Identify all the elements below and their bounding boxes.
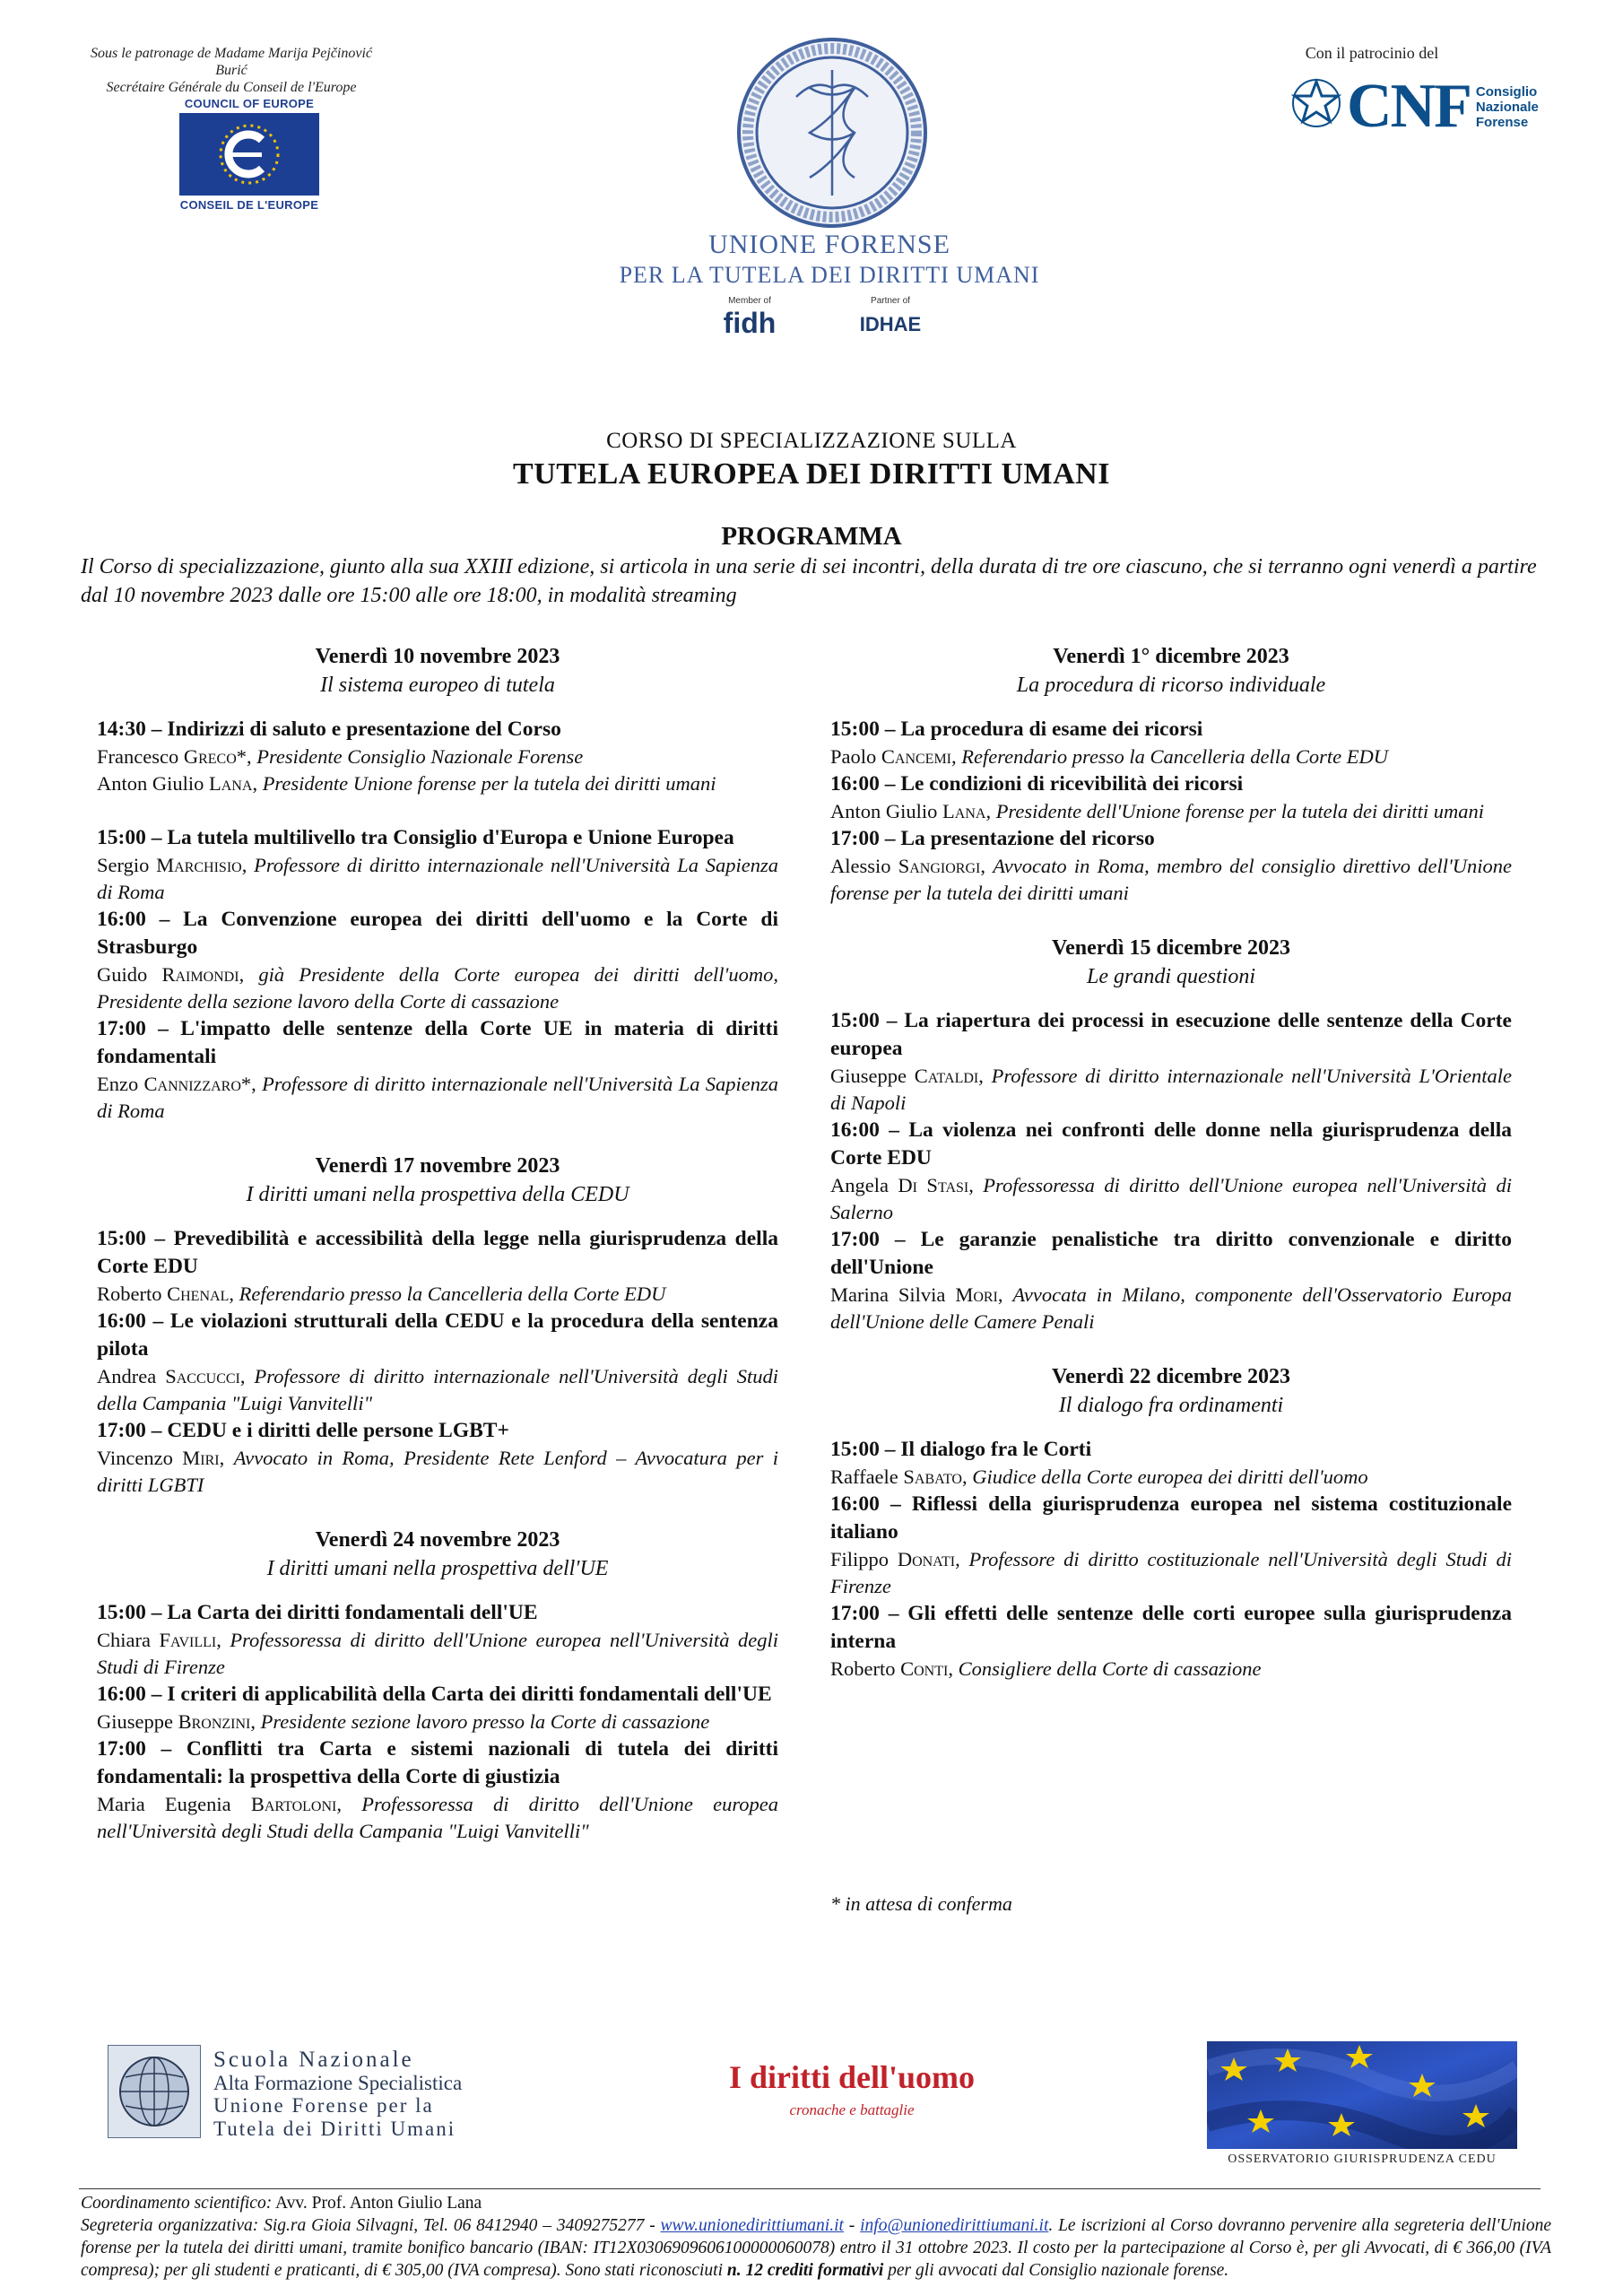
day-block	[97, 1526, 778, 1845]
speaker-surname: Di Stasi	[898, 1174, 969, 1196]
fidh-member-label: Member of	[728, 296, 771, 306]
secretariat-separator: -	[843, 2216, 861, 2235]
speaker-separator: ,	[997, 1283, 1013, 1306]
day-header	[97, 1152, 778, 1209]
speaker-separator: ,	[951, 745, 962, 768]
unione-forense-title: UNIONE FORENSE	[708, 230, 950, 259]
day-topic: I diritti umani nella prospettiva della CEDU	[246, 1183, 629, 1206]
secretariat-paragraph	[81, 2214, 1551, 2282]
talk-speaker	[97, 1071, 778, 1125]
speaker-surname: Saccucci	[165, 1365, 240, 1387]
speaker-separator: ,	[241, 854, 255, 876]
speaker-first-name: Raffaele	[830, 1465, 904, 1488]
talk-title: 16:00 – I criteri di applicabilità della Carta dei diritti fondamentali dell'UE	[97, 1683, 772, 1706]
unione-forense-seal-icon	[733, 34, 931, 231]
talk-item	[830, 1600, 1512, 1683]
speaker-separator: ,	[216, 1629, 230, 1651]
speaker-first-name: Anton Giulio	[97, 772, 210, 795]
talk-title: 17:00 – Conflitti tra Carta e sistemi nazionali di tutela dei diritti fondamentali: la prospettiva della Corte di giustizia	[97, 1737, 778, 1788]
speaker-separator: ,	[229, 1283, 239, 1305]
osservatorio-text: OSSERVATORIO GIURISPRUDENZA CEDU	[1228, 2152, 1497, 2166]
idhae-logo	[841, 296, 940, 336]
patronage-line-1: Sous le patronage de Madame Marija Pejčinović Burić	[91, 46, 372, 78]
speaker-role: Presidente Unione forense per la tutela dei diritti umani	[262, 772, 716, 795]
talk-title: 15:00 – La procedura di esame dei ricorsi	[830, 718, 1203, 741]
day-date: Venerdì 22 dicembre 2023	[1052, 1365, 1290, 1388]
talk-speaker	[830, 1063, 1512, 1117]
speaker-role: Avvocata in Milano, componente dell'Osservatorio Europa dell'Unione delle Camere Penali	[830, 1283, 1513, 1333]
talk-speaker	[830, 1282, 1512, 1335]
scuola-text	[213, 2048, 462, 2140]
speaker-first-name: Vincenzo	[97, 1447, 183, 1469]
speaker-separator: ,	[955, 1548, 969, 1570]
day-header	[830, 934, 1512, 991]
speaker-role: Presidente Consiglio Nazionale Forense	[256, 745, 584, 768]
speaker-role: Professore di diritto internazionale nell'Università L'Orientale di Napoli	[830, 1065, 1513, 1114]
program-column-left	[97, 642, 778, 1872]
scuola-nazionale-logo	[108, 2045, 484, 2144]
talk-speaker	[97, 961, 778, 1015]
talk-speaker	[97, 852, 778, 906]
speaker-separator: ,	[219, 1447, 234, 1469]
eu-flag-icon	[1207, 2041, 1517, 2149]
talk-title: 16:00 – Le violazioni strutturali della CEDU e la procedura della sentenza pilota	[97, 1309, 778, 1361]
talk-title: 16:00 – Le condizioni di ricevibilità dei ricorsi	[830, 772, 1244, 796]
programma-heading: PROGRAMMA	[721, 522, 902, 551]
talk-speaker	[97, 1363, 778, 1417]
speaker-surname: Sabato	[903, 1465, 962, 1488]
talk-speaker	[830, 1464, 1512, 1491]
speaker-first-name: Angela	[830, 1174, 898, 1196]
coe-emblem-icon	[179, 113, 319, 196]
talk-speaker	[97, 1445, 778, 1499]
speaker-role: già Presidente della Corte europea dei diritti dell'uomo, Presidente della sezione lavoro della Corte di cassazione	[97, 963, 778, 1013]
diritti-title: I diritti dell'uomo	[728, 2059, 975, 2095]
speaker-first-name: Maria Eugenia	[97, 1793, 251, 1815]
speaker-role: Presidente dell'Unione forense per la tutela dei diritti umani	[995, 800, 1484, 822]
speaker-separator: ,	[239, 1365, 255, 1387]
day-topic: I diritti umani nella prospettiva dell'UE	[266, 1557, 609, 1580]
speaker-suffix: *	[236, 745, 247, 768]
day-header	[97, 1526, 778, 1583]
speaker-first-name: Francesco	[97, 745, 184, 768]
scuola-line: Alta Formazione Specialistica	[213, 2071, 463, 2094]
talk-item	[97, 1308, 778, 1417]
course-main-title: TUTELA EUROPEA DEI DIRITTI UMANI	[513, 457, 1110, 491]
email-link[interactable]: info@unionedirittiumani.it	[860, 2216, 1049, 2235]
speaker-surname: Cancemi	[881, 745, 952, 768]
secretariat-text-1: Sig.ra Gioia Silvagni, Tel. 06 8412940 – 3409275277 -	[258, 2216, 661, 2235]
secretariat-text-3: per gli avvocati dal Consiglio nazionale forense.	[883, 2261, 1229, 2280]
talk-item	[830, 1007, 1512, 1117]
talk-title: 17:00 – Le garanzie penalistiche tra diritto convenzionale e diritto dell'Unione	[830, 1228, 1512, 1279]
fidh-logo	[714, 296, 785, 340]
cnf-patronage	[1291, 43, 1560, 141]
talk-title: 15:00 – La Carta dei diritti fondamentali dell'UE	[97, 1601, 538, 1624]
speaker-separator: ,	[336, 1793, 362, 1815]
speaker-separator: ,	[239, 963, 259, 986]
speaker-surname: Raimondi	[161, 963, 239, 986]
speaker-separator: ,	[978, 1065, 992, 1087]
speaker-surname: Marchisio	[156, 854, 242, 876]
talk-item	[830, 825, 1512, 907]
council-of-europe-logo	[178, 97, 321, 212]
day-header	[830, 1362, 1512, 1420]
cnf-sub-line: Forense	[1475, 114, 1529, 130]
speaker-role: Consigliere della Corte di cassazione	[958, 1657, 1262, 1680]
diritti-subtitle: cronache e battaglie	[789, 2101, 915, 2118]
speaker-surname: Bronzini	[178, 1710, 251, 1733]
talk-spacer	[97, 797, 778, 824]
speaker-role: Professore di diritto internazionale nell'Università La Sapienza di Roma	[97, 1073, 779, 1122]
talk-speaker	[830, 853, 1512, 907]
speaker-first-name: Roberto	[97, 1283, 168, 1305]
cnf-sub-line: Consiglio	[1475, 83, 1538, 100]
coordination-label: Coordinamento scientifico:	[81, 2194, 273, 2213]
speaker-suffix: *	[240, 1073, 252, 1095]
talk-title: 16:00 – La violenza nei confronti delle donne nella giurisprudenza della Corte EDU	[830, 1118, 1512, 1170]
talk-item	[97, 1681, 778, 1735]
italian-emblem-icon	[1291, 78, 1341, 136]
talk-item	[97, 824, 778, 906]
speaker-surname: Miri	[182, 1447, 220, 1469]
day-topic: Il sistema europeo di tutela	[320, 674, 555, 697]
talk-item	[830, 1226, 1512, 1335]
speaker-role: Professore di diritto costituzionale nell'Università degli Studi di Firenze	[830, 1548, 1513, 1597]
day-date: Venerdì 15 dicembre 2023	[1052, 936, 1290, 960]
secretariat-text-2: . Le iscrizioni al Corso dovranno pervenire alla segreteria dell'Unione forense per la tutela dei diritti umani, tramite bonifico bancario (IBAN: IT12X0306909606100000060078) entro il 31 ottobre 2023. Il costo per la partecipazione al Corso è, per gli Avvocati, di € 366,00 (IVA compresa); per gli studenti e praticanti, di € 305,00 (IVA compresa). Sono stati riconosciuti	[81, 2216, 1551, 2280]
idhae-text: IDHAE	[859, 313, 922, 335]
footnote: * in attesa di conferma	[830, 1892, 1012, 1915]
talk-item	[97, 716, 778, 797]
speaker-role: Professore di diritto internazionale nell'Università La Sapienza di Roma	[97, 854, 779, 903]
speaker-surname: Favilli	[159, 1629, 217, 1651]
speaker-role: Professoressa di diritto dell'Unione europea nell'Università degli Studi di Firenze	[97, 1629, 778, 1678]
speaker-separator: ,	[985, 800, 996, 822]
speaker-first-name: Sergio	[97, 854, 157, 876]
speaker-role: Giudice della Corte europea dei diritti dell'uomo	[972, 1465, 1368, 1488]
talk-title: 15:00 – Il dialogo fra le Corti	[830, 1438, 1092, 1461]
talk-title: 17:00 – Gli effetti delle sentenze delle corti europee sulla giurisprudenza interna	[830, 1602, 1512, 1653]
day-header	[830, 642, 1512, 700]
idhae-partner-label: Partner of	[871, 296, 910, 306]
speaker-separator: ,	[250, 1710, 261, 1733]
day-topic: Il dialogo fra ordinamenti	[1058, 1394, 1284, 1417]
course-intro: Il Corso di specializzazione, giunto alla sua XXIII edizione, si articola in una serie di sei incontri, della durata di tre ore ciascuno, che si terranno ogni venerdì a partire dal 10 novembre 2023 dalle ore 15:00 alle ore 18:00, in modalità streaming	[81, 555, 1537, 607]
speaker-separator: ,	[961, 1465, 973, 1488]
footer-divider	[79, 2188, 1541, 2189]
speaker-surname: Sangiorgi	[898, 855, 981, 877]
speaker-surname: Mori	[955, 1283, 998, 1306]
globe-icon	[108, 2045, 201, 2138]
footer-info	[81, 2192, 1551, 2282]
speaker-role: Referendario presso la Cancelleria della Corte EDU	[961, 745, 1389, 768]
cnf-subtitle	[1476, 84, 1539, 130]
credits-text: n. 12 crediti formativi	[726, 2261, 884, 2280]
cnf-intro-text: Con il patrocinio del	[1305, 44, 1439, 62]
day-topic: Le grandi questioni	[1086, 965, 1255, 988]
talk-title: 16:00 – La Convenzione europea dei diritti dell'uomo e la Corte di Strasburgo	[97, 908, 778, 959]
speaker-first-name: Chiara	[97, 1629, 160, 1651]
talk-title: 16:00 – Riflessi della giurisprudenza europea nel sistema costituzionale italiano	[830, 1492, 1512, 1544]
speaker-role: Avvocato in Roma, membro del consiglio direttivo dell'Unione forense per la tutela dei diritti umani	[830, 855, 1512, 904]
speaker-separator: ,	[252, 772, 263, 795]
speaker-separator: ,	[948, 1657, 959, 1680]
speaker-role: Professoressa di diritto dell'Unione europea nell'Università degli Studi della Campania "Luigi Vanvitelli"	[97, 1793, 779, 1842]
talk-item	[830, 716, 1512, 770]
website-link[interactable]: www.unionedirittiumani.it	[660, 2216, 844, 2235]
talk-speaker	[97, 1627, 778, 1681]
speaker-separator: ,	[980, 855, 994, 877]
talk-speaker	[97, 744, 778, 770]
talk-title: 17:00 – La presentazione del ricorso	[830, 827, 1155, 850]
speaker-first-name: Giuseppe	[97, 1710, 178, 1733]
day-date: Venerdì 10 novembre 2023	[315, 645, 560, 668]
talk-item	[97, 906, 778, 1015]
talk-item	[830, 770, 1512, 825]
speaker-separator: ,	[968, 1174, 984, 1196]
day-topic: La procedura di ricorso individuale	[1016, 674, 1326, 697]
speaker-separator: ,	[247, 745, 257, 768]
talk-speaker	[830, 1656, 1512, 1683]
day-block	[97, 642, 778, 1125]
cnf-sub-line: Nazionale	[1475, 99, 1539, 115]
speaker-role: Referendario presso la Cancelleria della Corte EDU	[239, 1283, 666, 1305]
day-block	[830, 1362, 1512, 1683]
coordination-line	[81, 2192, 1551, 2214]
talk-speaker	[830, 744, 1512, 770]
speaker-surname: Cannizzaro	[143, 1073, 241, 1095]
speaker-first-name: Marina Silvia	[830, 1283, 956, 1306]
talk-title: 17:00 – L'impatto delle sentenze della Corte UE in materia di diritti fondamentali	[97, 1017, 778, 1068]
day-block	[830, 642, 1512, 907]
talk-item	[97, 1735, 778, 1845]
talk-speaker	[97, 1281, 778, 1308]
talk-title: 15:00 – La riapertura dei processi in esecuzione delle sentenze della Corte europea	[830, 1009, 1512, 1060]
speaker-first-name: Andrea	[97, 1365, 166, 1387]
talk-item	[830, 1117, 1512, 1226]
coordination-text: Avv. Prof. Anton Giulio Lana	[272, 2194, 482, 2213]
cnf-logo	[1291, 72, 1560, 141]
talk-title: 15:00 – Prevedibilità e accessibilità della legge nella giurisprudenza della Corte EDU	[97, 1227, 778, 1278]
speaker-surname: Conti	[900, 1657, 949, 1680]
talk-item	[830, 1491, 1512, 1600]
speaker-surname: Donati	[897, 1548, 956, 1570]
speaker-role: Presidente sezione lavoro presso la Corte di cassazione	[260, 1710, 710, 1733]
patronage-text	[79, 45, 384, 96]
speaker-first-name: Anton Giulio	[830, 800, 943, 822]
day-header	[97, 642, 778, 700]
day-block	[97, 1152, 778, 1499]
scuola-line: Unione Forense per la	[213, 2094, 434, 2117]
speaker-role: Avvocato in Roma, Presidente Rete Lenford – Avvocatura per i diritti LGBTI	[97, 1447, 779, 1496]
coe-logo-bottom-text: CONSEIL DE L'EUROPE	[179, 198, 319, 212]
talk-speaker	[97, 1709, 778, 1735]
unione-forense-subtitle: PER LA TUTELA DEI DIRITTI UMANI	[619, 262, 1040, 288]
patronage-line-2: Secrétaire Générale du Conseil de l'Europe	[106, 80, 357, 95]
speaker-role: Professoressa di diritto dell'Unione europea nell'Università di Salerno	[830, 1174, 1512, 1223]
speaker-surname: Greco	[183, 745, 237, 768]
speaker-surname: Lana	[209, 772, 253, 795]
fidh-text: fidh	[723, 307, 777, 339]
speaker-surname: Bartoloni	[250, 1793, 337, 1815]
speaker-first-name: Giuseppe	[830, 1065, 915, 1087]
speaker-first-name: Filippo	[830, 1548, 898, 1570]
talk-title: 17:00 – CEDU e i diritti delle persone LGBT+	[97, 1419, 509, 1442]
day-date: Venerdì 1° dicembre 2023	[1053, 645, 1289, 668]
speaker-separator: ,	[251, 1073, 263, 1095]
talk-speaker	[830, 1546, 1512, 1600]
program-column-right	[830, 642, 1512, 1709]
day-block	[830, 934, 1512, 1335]
speaker-first-name: Enzo	[97, 1073, 144, 1095]
talk-speaker	[97, 1791, 778, 1845]
secretariat-label: Segreteria organizzativa:	[81, 2216, 259, 2235]
talk-item	[97, 1015, 778, 1125]
talk-item	[97, 1225, 778, 1308]
day-date: Venerdì 24 novembre 2023	[315, 1528, 560, 1552]
speaker-role: Professore di diritto internazionale nell'Università degli Studi della Campania "Luigi Vanvitelli"	[97, 1365, 779, 1414]
osservatorio-logo	[1207, 2041, 1517, 2167]
talk-title: 15:00 – La tutela multilivello tra Consiglio d'Europa e Unione Europea	[97, 826, 734, 849]
speaker-surname: Chenal	[167, 1283, 230, 1305]
speaker-first-name: Guido	[97, 963, 162, 986]
scuola-line: Tutela dei Diritti Umani	[213, 2117, 456, 2140]
diritti-uomo-logo	[664, 2058, 1040, 2119]
speaker-surname: Cataldi	[914, 1065, 979, 1087]
speaker-first-name: Paolo	[830, 745, 881, 768]
talk-item	[97, 1599, 778, 1681]
coe-logo-top-text: COUNCIL OF EUROPE	[184, 97, 315, 110]
talk-title: 14:30 – Indirizzi di saluto e presentazione del Corso	[97, 718, 561, 741]
talk-speaker	[97, 770, 778, 797]
talk-item	[830, 1436, 1512, 1491]
speaker-surname: Lana	[942, 800, 986, 822]
speaker-first-name: Roberto	[830, 1657, 901, 1680]
day-date: Venerdì 17 novembre 2023	[315, 1154, 560, 1178]
cnf-letters: CNF	[1347, 72, 1471, 141]
course-title: CORSO DI SPECIALIZZAZIONE SULLA	[606, 429, 1017, 453]
speaker-first-name: Alessio	[830, 855, 898, 877]
scuola-line: Scuola Nazionale	[213, 2048, 414, 2072]
talk-speaker	[830, 798, 1512, 825]
talk-speaker	[830, 1172, 1512, 1226]
talk-item	[97, 1417, 778, 1499]
